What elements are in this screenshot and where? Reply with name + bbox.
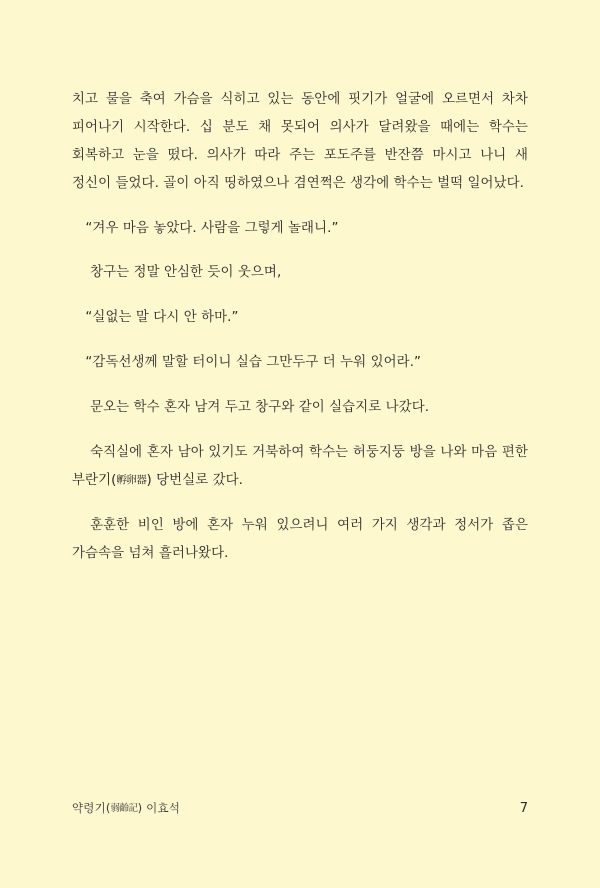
paragraph-dialogue: “겨우 마음 놓았다. 사람을 그렇게 놀래니.” (85, 220, 339, 236)
paragraph-dialogue: “감독선생께 말할 터이니 실습 그만두구 더 누워 있어라.” (85, 355, 422, 371)
inline-hanja-gloss: 孵卵器 (116, 473, 147, 486)
paragraph: 숙직실에 혼자 남아 있기도 거북하여 학수는 허둥지둥 방을 나와 마음 편한 부란기(孵卵器) 당번실로 갔다. (72, 444, 528, 488)
paragraph: 문오는 학수 혼자 남겨 두고 창구와 같이 실습지로 나갔다. (90, 400, 430, 415)
paragraph: 훈훈한 비인 방에 혼자 누워 있으려니 여러 가지 생각과 정서가 좁은 가슴속을 넘쳐 흘러나왔다. (72, 517, 528, 561)
paragraph: 창구는 정말 안심한 듯이 웃으며, (90, 265, 282, 281)
footer-title-korean: 약령기( (72, 801, 111, 815)
paragraph-dialogue: “실없는 말 다시 안 하마.” (85, 310, 239, 326)
paragraph: 치고 물을 축여 가슴을 식히고 있는 동안에 핏기가 얼굴에 오르면서 차차 피어나기 시작한다. 십 분도 채 못되어 의사가 달려왔을 때에는 학수는 회복하고 눈을 떴다. 의사가 따라 주는 포도주를 반잔쯤 마시고 나니 새 정신이 들었다. 골이 아직 띵하였으나 겸연쩍은 생각에 학수는 벌떡 일어났다. (72, 92, 528, 191)
page-body (72, 86, 528, 567)
page-number: 7 (519, 801, 528, 816)
page-footer (72, 800, 528, 816)
footer-book-title (72, 800, 180, 816)
footer-title-hanja: 弱齡記 (110, 803, 138, 814)
footer-title-author: ) 이효석 (137, 801, 181, 815)
